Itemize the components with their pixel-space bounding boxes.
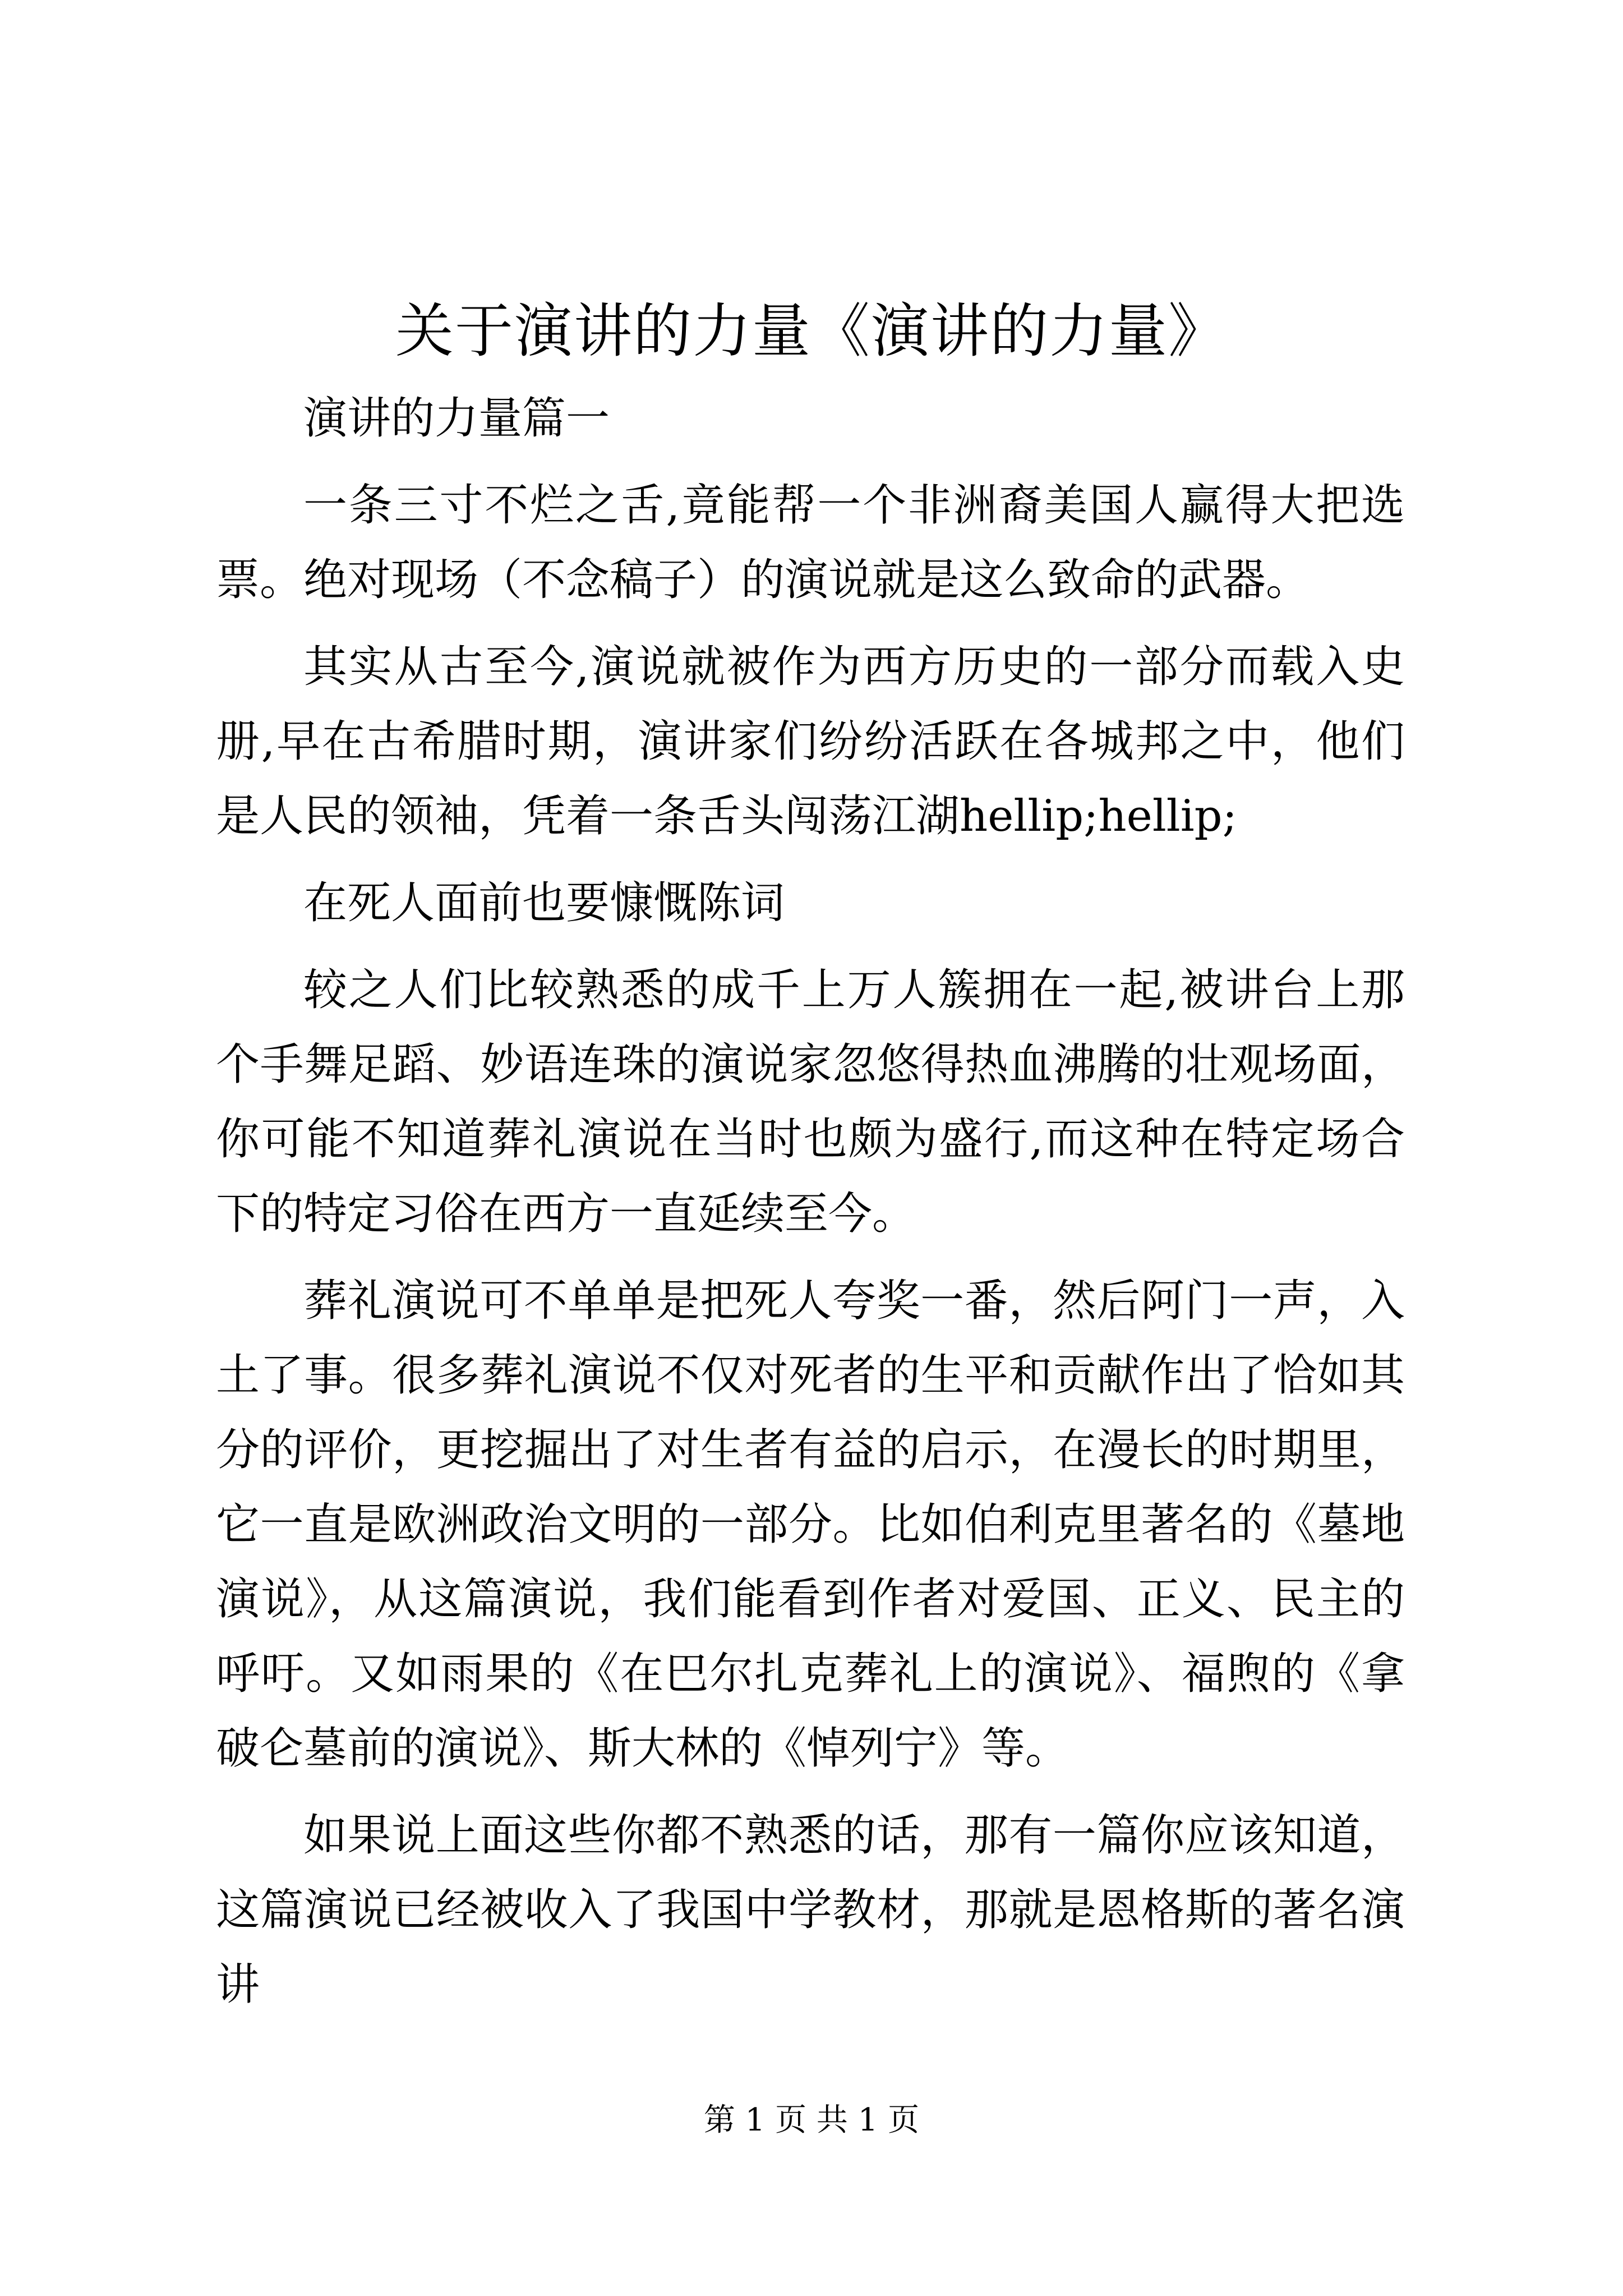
paragraph: 其实从古至今,演说就被作为西方历史的一部分而载入史册,早在古希腊时期，演讲家们纷纷活跃在各城邦之中，他们是人民的领袖，凭着一条舌头闯荡江湖hellip;hellip;: [216, 642, 1405, 841]
paragraph: 一条三寸不烂之舌,竟能帮一个非洲裔美国人赢得大把选票。绝对现场（不念稿子）的演说就是这么致命的武器。: [216, 480, 1405, 605]
page-footer: 第 1 页 共 1 页: [703, 2102, 920, 2138]
paragraph: 如果说上面这些你都不熟悉的话，那有一篇你应该知道，这篇演说已经被收入了我国中学教材，那就是恩格斯的著名演讲: [216, 1810, 1405, 2010]
document-title: 关于演讲的力量《演讲的力量》: [395, 297, 1228, 365]
document-body: [216, 381, 1405, 2035]
paragraph: 较之人们比较熟悉的成千上万人簇拥在一起,被讲台上那个手舞足蹈、妙语连珠的演说家忽悠得热血沸腾的壮观场面，你可能不知道葬礼演说在当时也颇为盛行,而这种在特定场合下的特定习俗在西方一直延续至今。: [216, 965, 1405, 1239]
paragraph: 葬礼演说可不单单是把死人夸奖一番，然后阿门一声，入土了事。很多葬礼演说不仅对死者的生平和贡献作出了恰如其分的评价，更挖掘出了对生者有益的启示，在漫长的时期里，它一直是欧洲政治文明的一部分。比如伯利克里著名的《墓地演说》，从这篇演说，我们能看到作者对爱国、正义、民主的呼吁。又如雨果的《在巴尔扎克葬礼上的演说》、福煦的《拿破仑墓前的演说》、斯大林的《悼列宁》等。: [216, 1276, 1405, 1774]
paragraph-heading-1: 演讲的力量篇一: [303, 393, 610, 444]
paragraph-subheading: 在死人面前也要慷慨陈词: [303, 878, 785, 928]
